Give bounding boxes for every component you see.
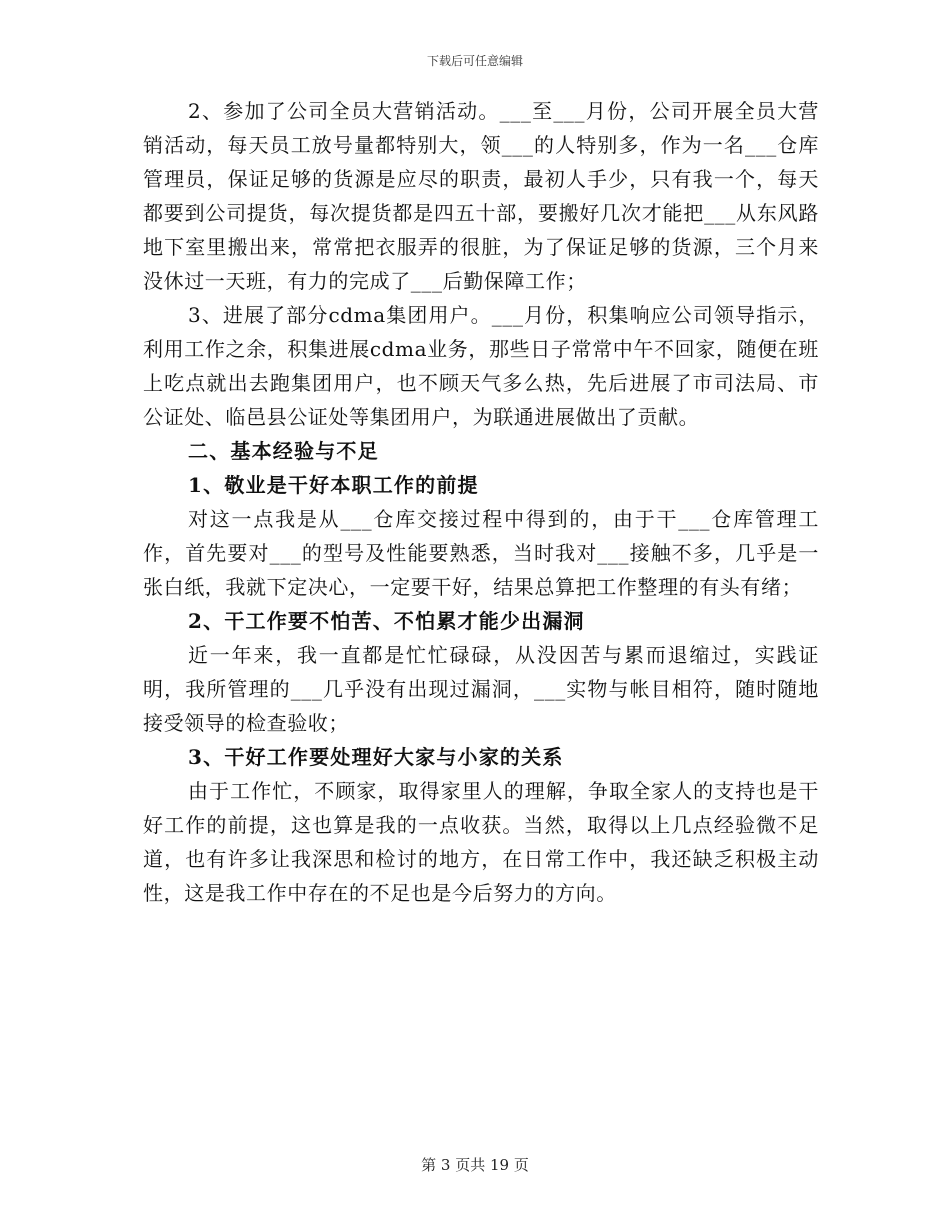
subheading-2: 2、干工作要不怕苦、不怕累才能少出漏洞 bbox=[188, 609, 585, 633]
subheading-3: 3、干好工作要处理好大家与小家的关系 bbox=[188, 745, 564, 769]
paragraph-hard-work: 近一年来，我一直都是忙忙碌碌，从没因苦与累而退缩过，实践证明，我所管理的___几乎没有出现过漏洞，___实物与帐目相符，随时随地接受领导的检查验收； bbox=[143, 643, 819, 735]
paragraph-item-2: 2、参加了公司全员大营销活动。___至___月份，公司开展全员大营销活动，每天员工放号量都特别大，领___的人特别多，作为一名___仓库管理员，保证足够的货源是应尽的职责，最初人手少，只有我一个，每天都要到公司提货，每次提货都是四五十部，要搬好几次才能把___从东风路地下室里搬出来，常常把衣服弄的很脏，为了保证足够的货源，三个月来没休过一天班，有力的完成了___后勤保障工作； bbox=[143, 99, 819, 293]
document-body bbox=[143, 94, 819, 910]
page-number: 第 3 页共 19 页 bbox=[421, 1156, 529, 1174]
paragraph-item-3: 3、进展了部分cdma集团用户。___月份，积集响应公司领导指示，利用工作之余，积集进展cdma业务，那些日子常常中午不回家，随便在班上吃点就出去跑集团用户，也不顾天气多么热，先后进展了市司法局、市公证处、临邑县公证处等集团用户，为联通进展做出了贡献。 bbox=[143, 303, 819, 429]
subheading-1: 1、敬业是干好本职工作的前提 bbox=[188, 473, 479, 497]
page-header-note: 下载后可任意编辑 bbox=[426, 54, 523, 68]
section-heading: 二、基本经验与不足 bbox=[188, 439, 379, 463]
paragraph-family: 由于工作忙，不顾家，取得家里人的理解，争取全家人的支持也是干好工作的前提，这也算是我的一点收获。当然，取得以上几点经验微不足道，也有许多让我深思和检讨的地方，在日常工作中，我还缺乏积极主动性，这是我工作中存在的不足也是今后努力的方向。 bbox=[143, 779, 819, 905]
paragraph-dedication: 对这一点我是从___仓库交接过程中得到的，由于干___仓库管理工作，首先要对___的型号及性能要熟悉，当时我对___接触不多，几乎是一张白纸，我就下定决心，一定要干好，结果总算把工作整理的有头有绪； bbox=[143, 507, 819, 599]
